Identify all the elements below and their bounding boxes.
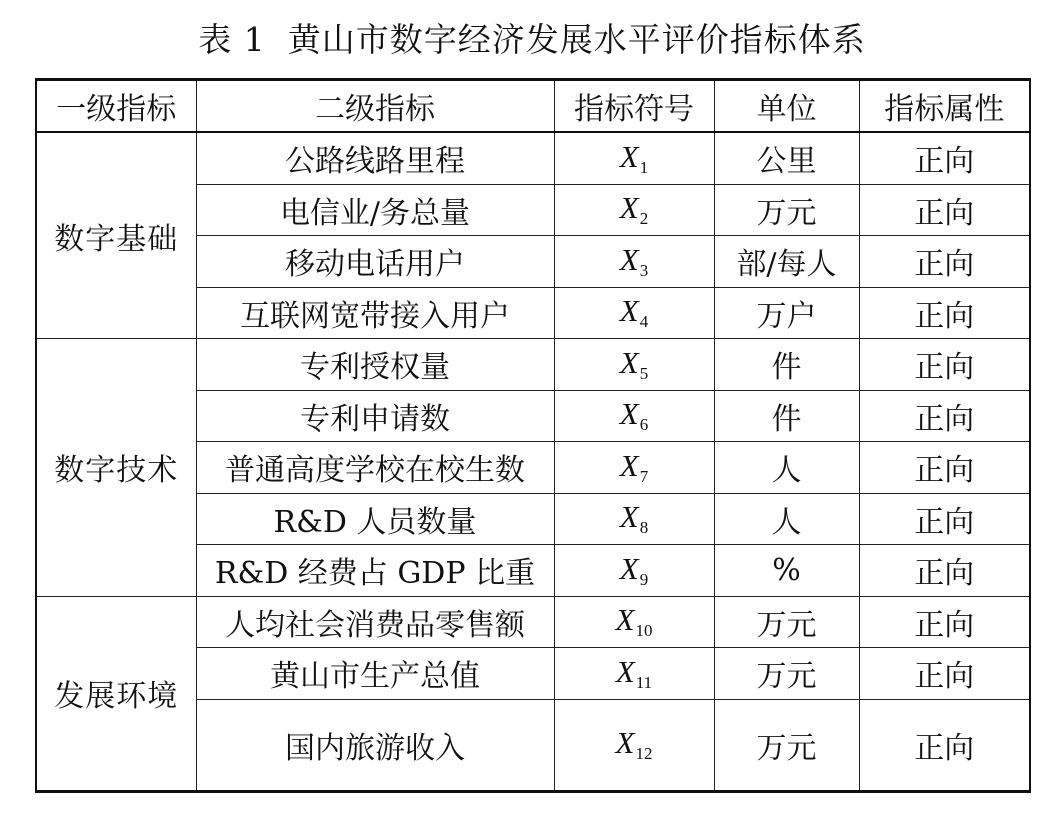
indicator-cell: 人均社会消费品零售额 — [196, 596, 554, 648]
symbol-cell — [554, 493, 714, 545]
symbol-subscript: 12 — [635, 744, 653, 763]
attribute-cell: 正向 — [859, 648, 1030, 700]
symbol-letter: X — [619, 447, 639, 483]
attribute-cell: 正向 — [859, 184, 1030, 236]
category-cell: 发展环境 — [36, 596, 196, 791]
symbol-subscript: 7 — [639, 466, 649, 486]
table-row — [36, 596, 1030, 648]
header-row — [36, 80, 1030, 133]
symbol-value — [619, 138, 649, 177]
symbol-value — [619, 447, 649, 486]
table-caption — [0, 18, 1064, 62]
symbol-value — [615, 602, 653, 641]
symbol-letter: X — [619, 396, 639, 432]
symbol-cell — [554, 184, 714, 236]
symbol-cell — [554, 442, 714, 494]
symbol-value — [619, 241, 649, 280]
symbol-cell — [554, 545, 714, 597]
table-row — [36, 132, 1030, 184]
symbol-cell — [554, 236, 714, 288]
indicator-cell: R&D 经费占 GDP 比重 — [196, 545, 554, 597]
symbol-cell — [554, 132, 714, 184]
attribute-cell: 正向 — [859, 287, 1030, 339]
attribute-cell: 正向 — [859, 545, 1030, 597]
unit-cell: % — [714, 545, 859, 597]
symbol-cell — [554, 287, 714, 339]
symbol-letter: X — [615, 725, 635, 760]
indicator-cell: 黄山市生产总值 — [196, 648, 554, 700]
symbol-letter: X — [619, 138, 639, 174]
symbol-subscript: 6 — [639, 415, 649, 435]
symbol-value — [619, 550, 649, 589]
header-cell-attribute: 指标属性 — [859, 80, 1030, 133]
category-cell: 数字技术 — [36, 339, 196, 597]
unit-cell: 人 — [714, 442, 859, 494]
symbol-letter: X — [615, 653, 635, 689]
attribute-cell: 正向 — [859, 699, 1030, 791]
attribute-cell: 正向 — [859, 493, 1030, 545]
attribute-cell: 正向 — [859, 442, 1030, 494]
symbol-cell — [554, 699, 714, 791]
symbol-cell — [554, 339, 714, 391]
attribute-cell: 正向 — [859, 132, 1030, 184]
symbol-value — [619, 344, 649, 383]
indicator-cell: 电信业/务总量 — [196, 184, 554, 236]
indicator-cell: 国内旅游收入 — [196, 699, 554, 791]
symbol-subscript: 9 — [639, 569, 649, 589]
table-title: 黄山市数字经济发展水平评价指标体系 — [287, 20, 866, 59]
indicator-cell: 专利申请数 — [196, 390, 554, 442]
unit-cell: 件 — [714, 390, 859, 442]
symbol-letter: X — [619, 499, 639, 535]
symbol-value — [619, 190, 649, 229]
unit-cell: 件 — [714, 339, 859, 391]
attribute-cell: 正向 — [859, 236, 1030, 288]
header-cell-level1: 一级指标 — [36, 80, 196, 133]
indicator-cell: 移动电话用户 — [196, 236, 554, 288]
indicator-cell: R&D 人员数量 — [196, 493, 554, 545]
attribute-cell: 正向 — [859, 390, 1030, 442]
symbol-subscript: 2 — [639, 209, 649, 229]
symbol-letter: X — [619, 190, 639, 226]
category-cell: 数字基础 — [36, 132, 196, 339]
symbol-subscript: 1 — [639, 157, 649, 177]
symbol-subscript: 4 — [639, 312, 649, 332]
indicator-cell: 普通高度学校在校生数 — [196, 442, 554, 494]
symbol-cell — [554, 390, 714, 442]
unit-cell: 万元 — [714, 184, 859, 236]
symbol-value — [619, 499, 649, 538]
unit-cell: 万元 — [714, 699, 859, 791]
symbol-letter: X — [619, 550, 639, 586]
symbol-value — [615, 653, 653, 692]
symbol-value — [619, 396, 649, 435]
indicator-table — [35, 78, 1031, 793]
unit-cell: 人 — [714, 493, 859, 545]
indicator-cell: 互联网宽带接入用户 — [196, 287, 554, 339]
unit-cell: 公里 — [714, 132, 859, 184]
header-cell-symbol: 指标符号 — [554, 80, 714, 133]
unit-cell: 万元 — [714, 596, 859, 648]
symbol-cell — [554, 596, 714, 648]
indicator-cell: 公路线路里程 — [196, 132, 554, 184]
symbol-subscript: 5 — [639, 363, 649, 383]
attribute-cell: 正向 — [859, 596, 1030, 648]
unit-cell: 万户 — [714, 287, 859, 339]
header-cell-unit: 单位 — [714, 80, 859, 133]
table-row — [36, 339, 1030, 391]
symbol-cell — [554, 648, 714, 700]
symbol-value — [615, 725, 653, 763]
table-body — [36, 132, 1030, 791]
symbol-subscript: 10 — [635, 621, 653, 641]
unit-cell: 部/每人 — [714, 236, 859, 288]
symbol-letter: X — [615, 602, 635, 638]
symbol-subscript: 8 — [639, 518, 649, 538]
header-cell-level2: 二级指标 — [196, 80, 554, 133]
indicator-cell: 专利授权量 — [196, 339, 554, 391]
unit-cell: 万元 — [714, 648, 859, 700]
symbol-letter: X — [619, 344, 639, 380]
symbol-subscript: 11 — [635, 672, 653, 692]
symbol-subscript: 3 — [639, 260, 649, 280]
symbol-letter: X — [619, 293, 639, 329]
table-number: 表 1 — [198, 20, 266, 59]
symbol-value — [619, 293, 649, 332]
attribute-cell: 正向 — [859, 339, 1030, 391]
symbol-letter: X — [619, 241, 639, 277]
